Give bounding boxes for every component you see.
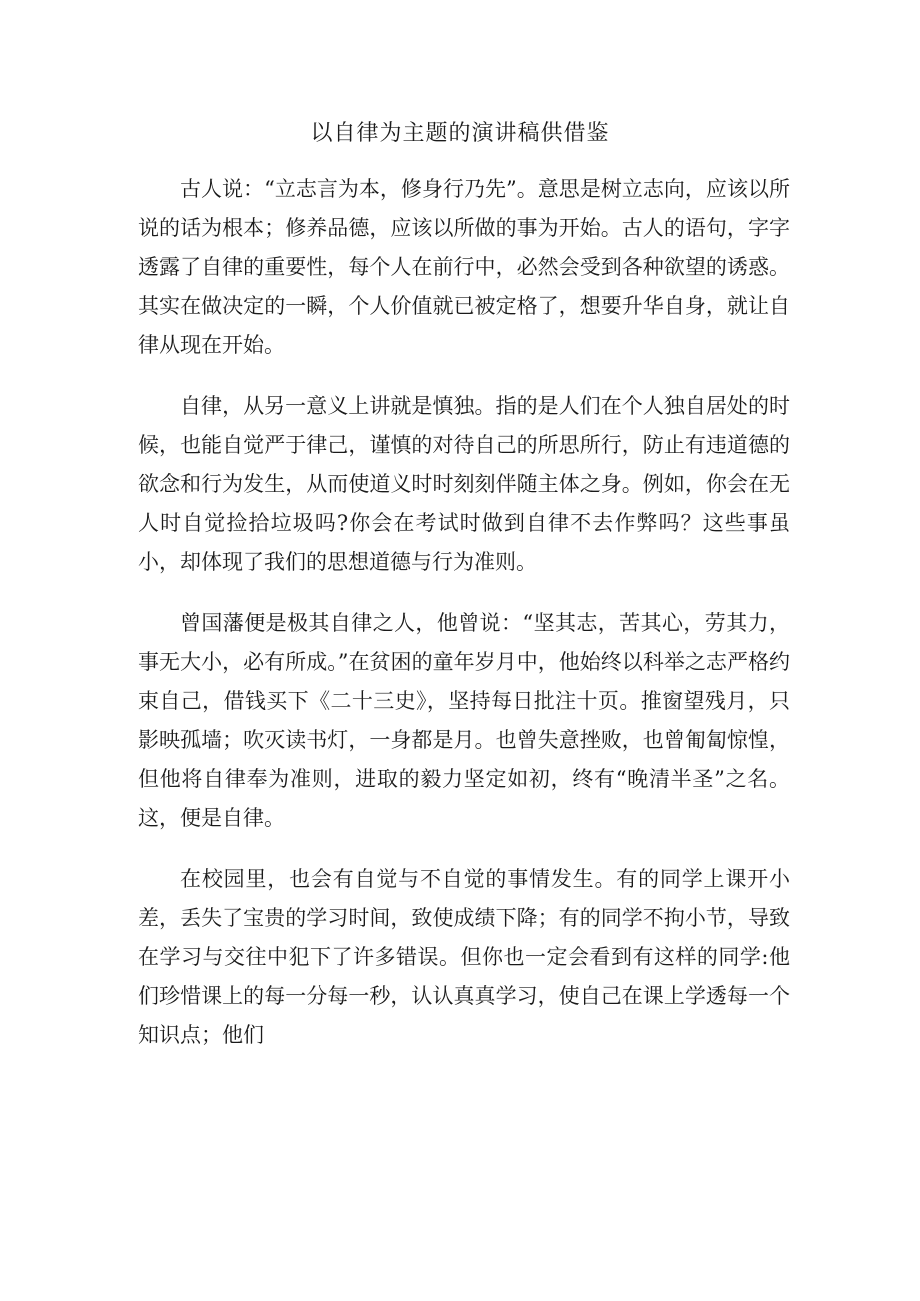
paragraph: 古人说：“立志言为本，修身行乃先”。意思是树立志向，应该以所说的话为根本；修养品德，应该以所做的事为开始。古人的语句，字字透露了自律的重要性，每个人在前行中，必然会受到各种欲望的诱惑。其实在做决定的一瞬，个人价值就已被定格了，想要升华自身，就让自律从现在开始。 <box>138 177 790 357</box>
document-title: 以自律为主题的演讲稿供借鉴 <box>310 121 610 146</box>
paragraph: 曾国藩便是极其自律之人，他曾说：“坚其志，苦其心，劳其力，事无大小，必有所成。”在贫困的童年岁月中，他始终以科举之志严格约束自己，借钱买下《二十三史》，坚持每日批注十页。推窗望残月，只影映孤墙；吹灭读书灯，一身都是月。也曾失意挫败，也曾匍匐惊惶，但他将自律奉为准则，进取的毅力坚定如初，终有“晚清半圣”之名。这，便是自律。 <box>138 611 790 830</box>
paragraph: 自律，从另一意义上讲就是慎独。指的是人们在个人独自居处的时候，也能自觉严于律己，谨慎的对待自己的所思所行，防止有违道德的欲念和行为发生，从而使道义时时刻刻伴随主体之身。例如，你会在无人时自觉捡拾垃圾吗?你会在考试时做到自律不去作弊吗？这些事虽小，却体现了我们的思想道德与行为准则。 <box>138 394 790 574</box>
paragraph: 在校园里，也会有自觉与不自觉的事情发生。有的同学上课开小差，丢失了宝贵的学习时间，致使成绩下降；有的同学不拘小节，导致在学习与交往中犯下了许多错误。但你也一定会看到有这样的同学:他们珍惜课上的每一分每一秒，认认真真学习，使自己在课上学透每一个知识点；他们 <box>138 867 790 1047</box>
document-body <box>138 170 790 1077</box>
